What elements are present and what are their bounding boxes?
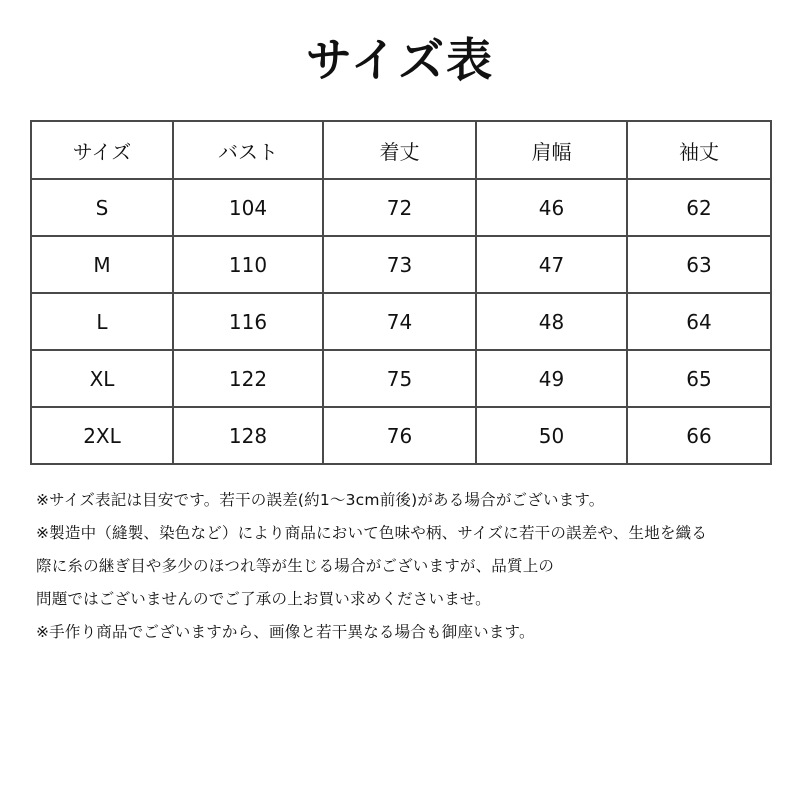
table-cell: 46	[476, 179, 627, 236]
note-line: ※製造中（縫製、染色など）により商品において色味や柄、サイズに若干の誤差や、生地を織る	[36, 524, 708, 542]
table-cell: 74	[323, 293, 476, 350]
header-sleeve: 袖丈	[627, 121, 771, 179]
table-cell: 122	[173, 350, 323, 407]
table-cell: L	[31, 293, 173, 350]
table-cell: 48	[476, 293, 627, 350]
table-cell: 66	[627, 407, 771, 464]
table-cell: XL	[31, 350, 173, 407]
table-row	[31, 179, 771, 236]
size-table	[30, 120, 772, 465]
table-cell: 65	[627, 350, 771, 407]
table-cell: 49	[476, 350, 627, 407]
header-size: サイズ	[31, 121, 173, 179]
table-cell: 104	[173, 179, 323, 236]
header-length: 着丈	[323, 121, 476, 179]
table-cell: S	[31, 179, 173, 236]
note-line: 際に糸の継ぎ目や多少のほつれ等が生じる場合がございますが、品質上の	[36, 557, 555, 575]
notes	[36, 484, 776, 649]
note-line: 問題ではございませんのでご了承の上お買い求めくださいませ。	[36, 590, 491, 608]
table-cell: 110	[173, 236, 323, 293]
header-shoulder: 肩幅	[476, 121, 627, 179]
table-row	[31, 293, 771, 350]
table-row	[31, 236, 771, 293]
table-cell: 76	[323, 407, 476, 464]
table-cell: M	[31, 236, 173, 293]
table-cell: 63	[627, 236, 771, 293]
table-header-row	[31, 121, 771, 179]
table-cell: 2XL	[31, 407, 173, 464]
note-line: ※サイズ表記は目安です。若干の誤差(約1～3cm前後)がある場合がございます。	[36, 491, 605, 509]
table-cell: 73	[323, 236, 476, 293]
table-cell: 62	[627, 179, 771, 236]
page-title: サイズ表	[305, 33, 495, 87]
table-cell: 128	[173, 407, 323, 464]
note-line: ※手作り商品でございますから、画像と若干異なる場合も御座います。	[36, 623, 535, 641]
table-cell: 116	[173, 293, 323, 350]
table-cell: 50	[476, 407, 627, 464]
table-cell: 64	[627, 293, 771, 350]
table-row	[31, 407, 771, 464]
table-row	[31, 350, 771, 407]
table-cell: 75	[323, 350, 476, 407]
table-cell: 72	[323, 179, 476, 236]
table-cell: 47	[476, 236, 627, 293]
header-bust: バスト	[173, 121, 323, 179]
